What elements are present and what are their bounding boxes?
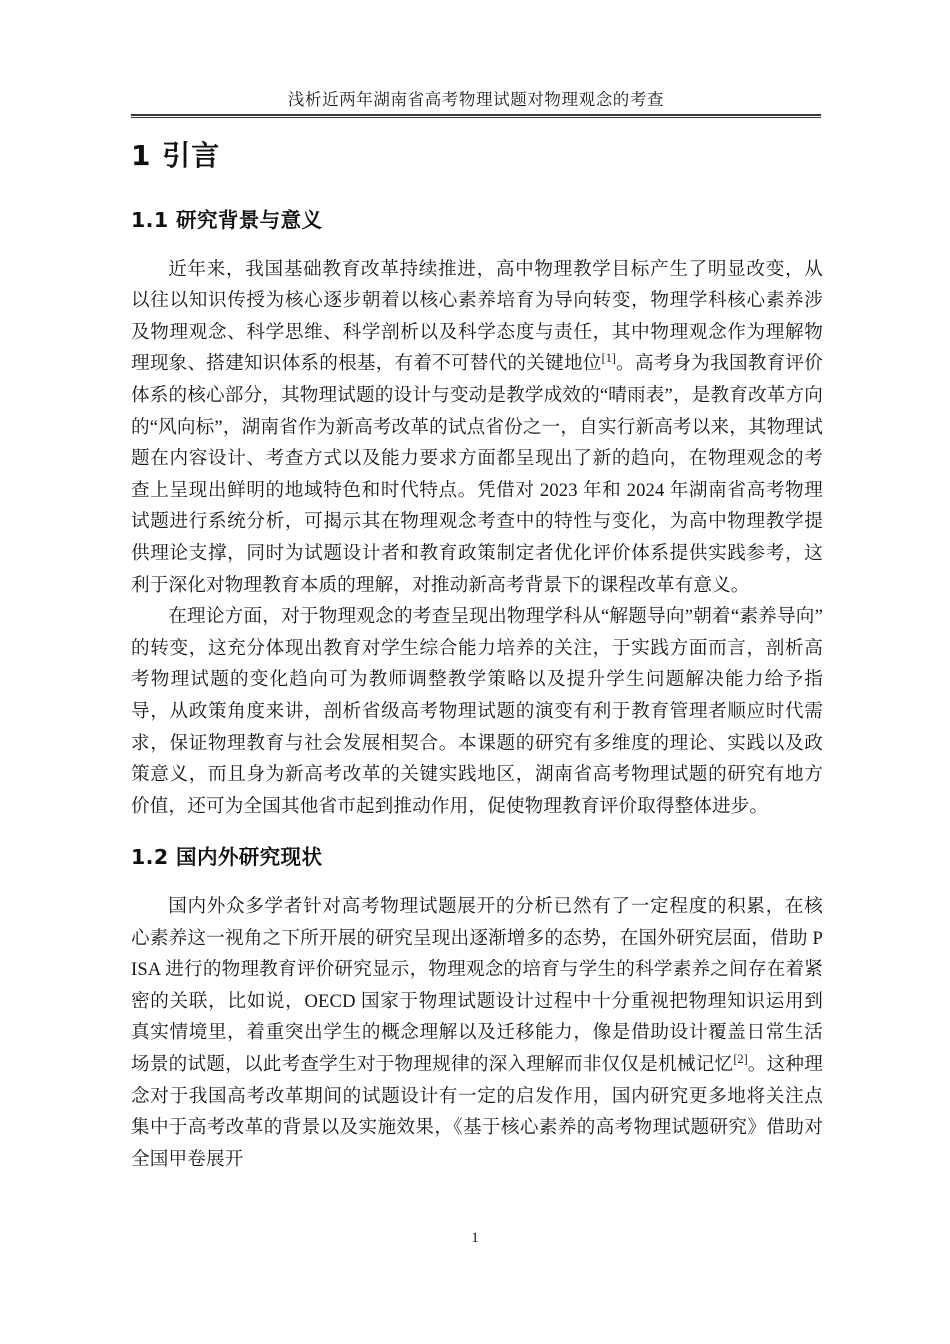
paragraph-1-2-a (131, 891, 823, 1175)
page-content (131, 138, 823, 1175)
paragraph-1-1-a (131, 254, 823, 602)
spacer (131, 871, 823, 891)
paragraph-text: 在理论方面，对于物理观念的考查呈现出物理学科从“解题导向”朝着“素养导向”的转变，这充分体现出教育对学生综合能力培养的关注，于实践方面而言，剖析高考物理试题的变化趋向可为教师调整教学策略以及提升学生问题解决能力给予指导，从政策角度来讲，剖析省级高考物理试题的演变有利于教育管理者顺应时代需求，保证物理教育与社会发展相契合。本课题的研究有多维度的理论、实践以及政策意义，而且身为新高考改革的关键实践地区，湖南省高考物理试题的研究有地方价值，还可为全国其他省市起到推动作用，促使物理教育评价取得整体进步。 (131, 606, 823, 817)
citation-marker: [1] (601, 351, 616, 366)
spacer (131, 234, 823, 254)
header-rule-primary (131, 114, 821, 116)
section-heading-1-2: 1.2 国内外研究现状 (131, 845, 323, 870)
citation-marker: [2] (733, 1051, 748, 1066)
chapter-heading: 1 引言 (131, 139, 221, 172)
spacer (131, 822, 823, 844)
paragraph-text: 近年来，我国基础教育改革持续推进，高中物理教学目标产生了明显改变，从以往以知识传授为核心逐步朝着以核心素养培育为导向转变，物理学科核心素养涉及物理观念、科学思维、科学剖析以及科学态度与责任，其中物理观念作为理解物理现象、搭建知识体系的根基，有着不可替代的关键地位 (131, 258, 823, 375)
paragraph-text-cont: 。高考身为我国教育评价体系的核心部分，其物理试题的设计与变动是教学成效的“晴雨表”，是教育改革方向的“风向标”，湖南省作为新高考改革的试点省份之一，自实行新高考以来，其物理试题在内容设计、考查方式以及能力要求方面都呈现出了新的趋向，在物理观念的考查上呈现出鲜明的地域特色和时代特点。凭借对 2023 年和 2024 年湖南省高考物理试题进行系统分析，可揭示其在物理观念考查中的特性与变化，为高中物理教学提供理论支撑，同时为试题设计者和教育政策制定者优化评价体系提供实践参考，这利于深化对物理教育本质的理解，对推动新高考背景下的课程改革有意义。 (131, 353, 823, 596)
paragraph-text: 国内外众多学者针对高考物理试题展开的分析已然有了一定程度的积累，在核心素养这一视角之下所开展的研究呈现出逐渐增多的态势，在国外研究层面，借助 PISA 进行的物理教育评价研究显示，物理观念的培育与学生的科学素养之间存在着紧密的关联，比如说，OECD 国家于物理试题设计过程中十分重视把物理知识运用到真实情境里，着重突出学生的概念理解以及迁移能力，像是借助设计覆盖日常生活场景的试题，以此考查学生对于物理规律的深入理解而非仅仅是机械记忆 (131, 895, 823, 1075)
section-heading-1-1: 1.1 研究背景与意义 (131, 208, 323, 232)
spacer (131, 173, 823, 207)
paragraph-text-cont: 。这种理念对于我国高考改革期间的试题设计有一定的启发作用，国内研究更多地将关注点集中于高考改革的背景以及实施效果，《基于核心素养的高考物理试题研究》借助对全国甲卷展开 (131, 1053, 823, 1170)
running-header-title: 浅析近两年湖南省高考物理试题对物理观念的考查 (287, 90, 665, 109)
running-header (131, 88, 821, 118)
header-rule-secondary (131, 117, 821, 118)
paragraph-1-1-b (131, 601, 823, 822)
page-number: 1 (471, 1230, 479, 1246)
